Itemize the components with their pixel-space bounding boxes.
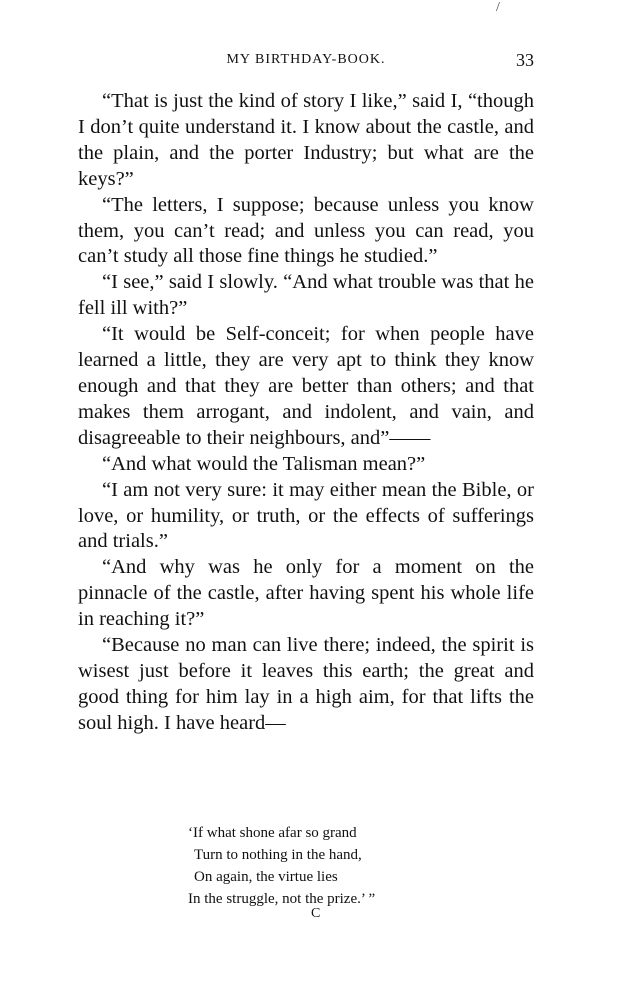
page-number: 33 <box>516 50 534 70</box>
paragraph-7: “And why was he only for a moment on the pinnacle of the castle, after having spent his whole life in reaching it?” <box>78 556 534 631</box>
paragraph-2: “The letters, I suppose; because unless you know them, you can’t read; and unless you can read, you can’t study all those fine things he studied.” <box>78 193 534 268</box>
paragraph-4: “It would be Self-conceit; for when people have learned a little, they are very apt to think they know enough and that they are better than others; and that makes them arrogant, and indolent, and vain, and disagreeable to their neighbours, and”—— <box>78 323 534 449</box>
poem-line-3: On again, the virtue lies <box>194 869 338 885</box>
paragraph-1: “That is just the kind of story I like,” said I, “though I don’t quite understand it. I know about the castle, and the plain, and the porter Industry; but what are the keys?” <box>78 90 534 190</box>
body-text <box>78 89 534 737</box>
poem-line-1: ‘If what shone afar so grand <box>188 825 357 841</box>
poem-line-2: Turn to nothing in the hand, <box>194 847 362 863</box>
paragraph-5: “And what would the Talisman mean?” <box>102 452 426 475</box>
page-header <box>78 50 534 72</box>
paragraph-6: “I am not very sure: it may either mean the Bible, or love, or humility, or truth, or the effects of sufferings and trials.” <box>78 478 534 553</box>
margin-mark: / <box>496 0 500 15</box>
paragraph-8: “Because no man can live there; indeed, the spirit is wisest just before it leaves this earth; the great and good thing for him lay in a high aim, for that lifts the soul high. I have heard— <box>78 634 534 734</box>
paragraph-3: “I see,” said I slowly. “And what trouble was that he fell ill with?” <box>78 271 534 320</box>
poem-line-4: In the struggle, not the prize.’ ” <box>188 891 376 907</box>
running-title: MY BIRTHDAY-BOOK. <box>226 52 386 67</box>
poem-quote <box>188 822 375 910</box>
signature-mark: C <box>311 906 321 921</box>
